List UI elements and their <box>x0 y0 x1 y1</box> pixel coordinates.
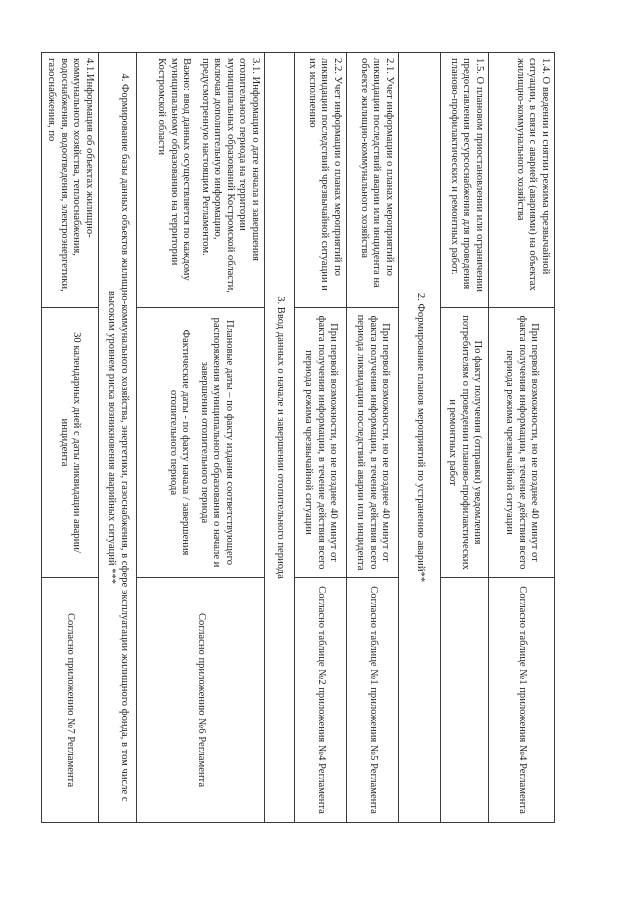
table-row <box>295 53 347 823</box>
period-fact-text: Фактические даты - по факту начала / завершения отопительного периода <box>167 329 192 556</box>
section-heading: 4. Формирование базы данных объектов жилищно-коммунального хозяйства, энергетики, газоснабжения, в сфере эксплуатации жилищного фонда, в том числе с высоким уровнем риска возникновения аварийных ситуаций *** <box>99 53 137 823</box>
table-row <box>42 53 99 823</box>
item-name-cell: 2.1. Учет информации о планах мероприятий по ликвидации последствий аварии или инцидента на объекте жилищно-коммунального хозяйства <box>347 53 399 308</box>
item-name-cell: 4.1.Информация об объектах жилищно-коммунального хозяйства, теплоснабжения, водоснабжения, водоотведения, электроэнергетики, газоснабжения, по <box>42 53 99 308</box>
table-row <box>489 53 555 823</box>
item-name-cell: 1.5. О плановом приостановлении или ограничении предоставления ресурсоснабжения для проведения планово-профилактических и ремонтных работ. <box>441 53 489 308</box>
period-cell: При первой возможности, но не позднее 40 минут от факта получения информации, в течение действия всего периода режима чрезвычайной ситуации <box>295 308 347 578</box>
reference-cell <box>441 578 489 823</box>
regulation-table <box>41 52 555 823</box>
period-cell: При первой возможности, но не позднее 40 минут от факта получения информации, в течение действия всего периода режима чрезвычайной ситуации <box>489 308 555 578</box>
reference-cell: Согласно таблице №1 приложения №4 Регламента <box>489 578 555 823</box>
reference-cell: Согласно таблице №1 приложения №5 Регламента <box>347 578 399 823</box>
table-row <box>137 53 265 823</box>
period-plan-text: Плановые даты – по факту издания соответствующего распоряжения муниципального образования о начале и завершении отопительного периода <box>198 317 235 568</box>
section-heading-row <box>99 53 137 823</box>
section-heading: 3. Ввод данных о начале и завершении отопительного периода <box>265 53 295 823</box>
item-name-text: 3.1. Информация о дате начала и завершения отопительного периода на территории муниципальных образований Костромской области, включая дополнительную информацию, предусмотренную настоящим Регламентом. <box>200 58 261 293</box>
item-name-cell: 2.2. Учет информации о планах мероприятий по ликвидации последствий чрезвычайной ситуации и их исполнению <box>295 53 347 308</box>
period-cell: При первой возможности, но не позднее 40 минут от факта получения информации, в течение действия всего периода ликвидации последствий аварии или инцидента <box>347 308 399 578</box>
reference-cell: Согласно приложению №7 Регламента <box>42 578 99 823</box>
period-cell: 30 календарных дней с даты ликвидации аварии/инцидента <box>42 308 99 578</box>
item-name-cell <box>137 53 265 308</box>
period-cell <box>137 308 265 578</box>
section-heading-row <box>399 53 441 823</box>
period-cell: По факту получения (отправки) уведомления потребителям о проведении планово-профилактических и ремонтных работ <box>441 308 489 578</box>
section-heading-row <box>265 53 295 823</box>
table-row <box>347 53 399 823</box>
item-note-text: Важно: ввод данных осуществляется по каждому муниципальному образованию на территории Костромской области <box>156 58 193 281</box>
reference-cell: Согласно таблице №2 приложения №4 Регламента <box>295 578 347 823</box>
reference-cell: Согласно приложению №6 Регламента <box>137 578 265 823</box>
item-name-cell: 1.4. О введении и снятии режима чрезвычайной ситуации, в связи с аварией (авариями) на объектах жилищно-коммунального хозяйства <box>489 53 555 308</box>
table-row <box>441 53 489 823</box>
rotated-table-container <box>46 52 555 822</box>
section-heading: 2. Формирование планов мероприятий по устранению аварий** <box>399 53 441 823</box>
